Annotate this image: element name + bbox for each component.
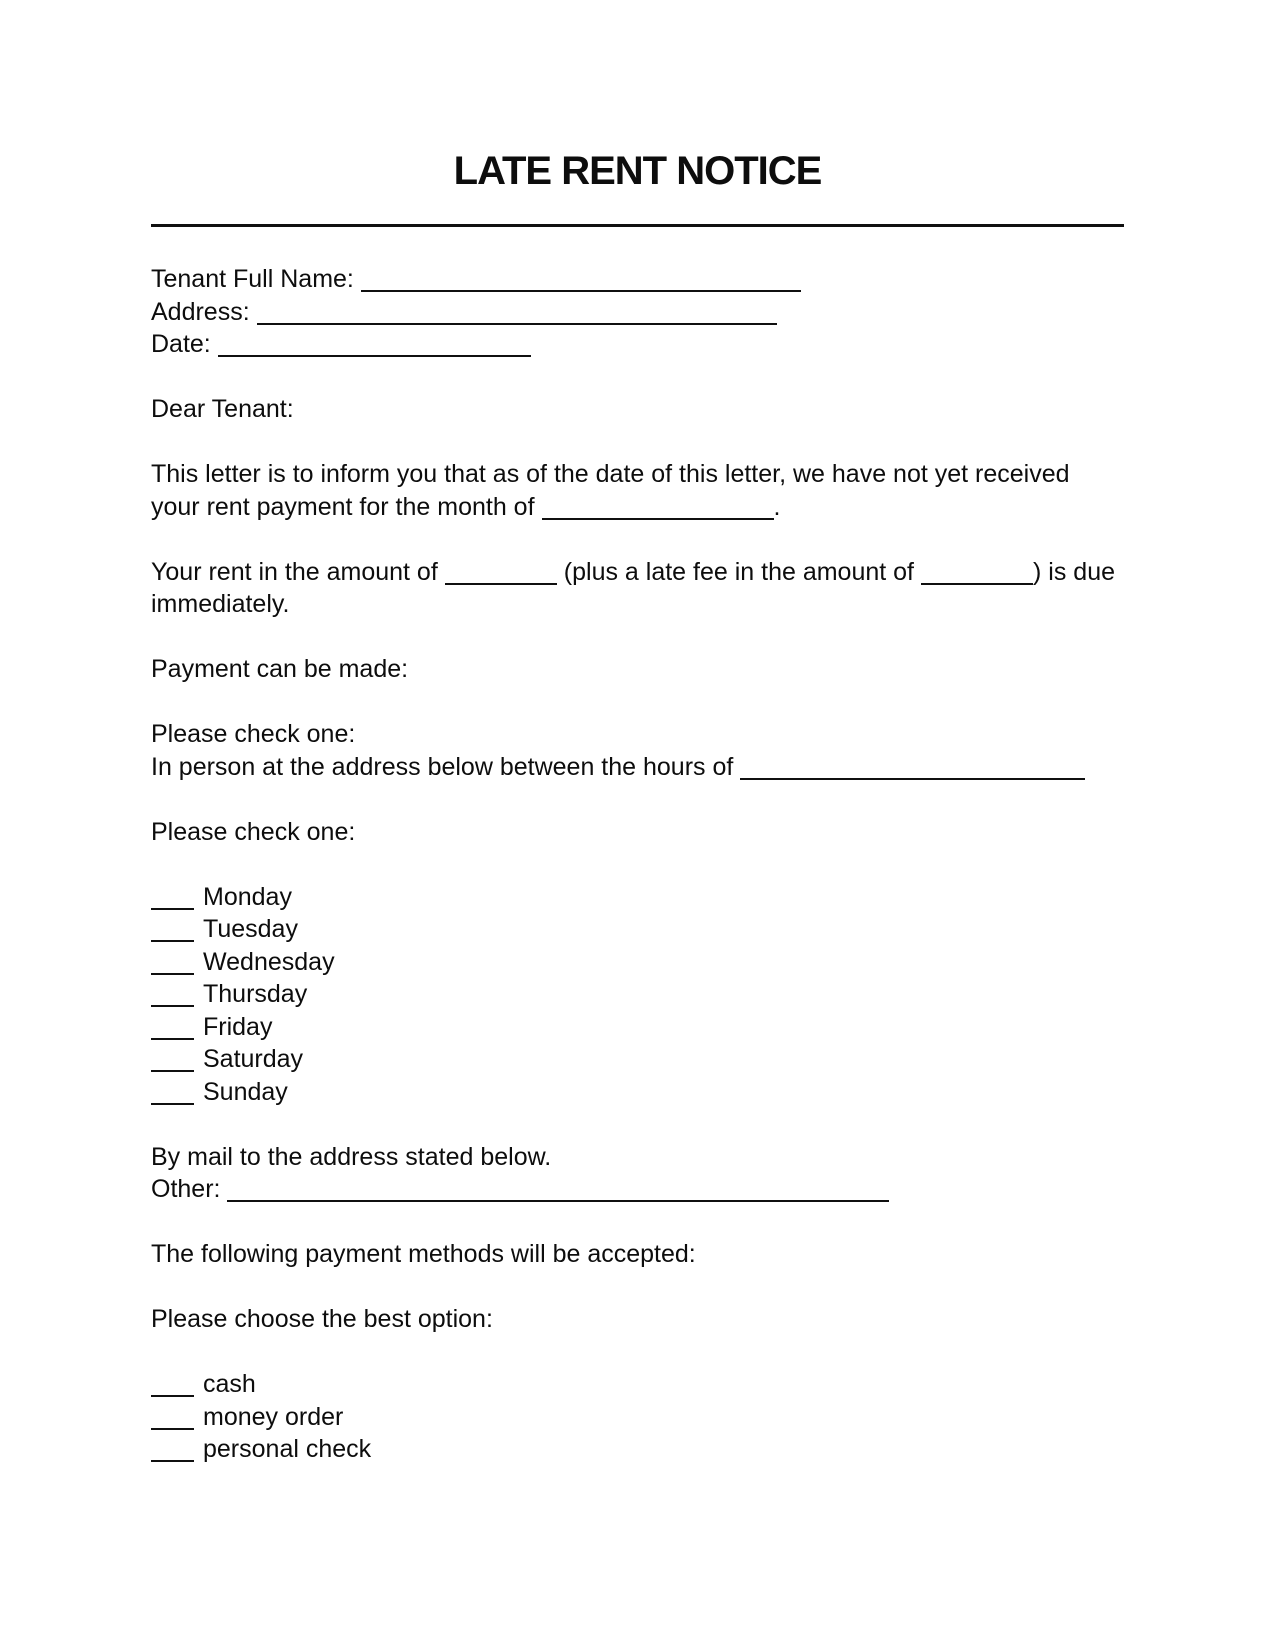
late-fee-text: (plus a late fee in the amount of [563, 557, 915, 586]
other-row [151, 1173, 1124, 1206]
date-row [151, 328, 1124, 361]
address-label: Address: [151, 297, 250, 326]
day-label: Tuesday [203, 915, 298, 943]
salutation: Dear Tenant: [151, 395, 294, 423]
personal-check-check-blank [151, 1460, 194, 1462]
day-row-sunday [151, 1076, 1124, 1109]
date-blank [218, 355, 531, 357]
option-row-money-order [151, 1401, 1124, 1434]
date-label: Date: [151, 330, 211, 358]
days-list [151, 881, 1124, 1109]
day-label: Thursday [203, 980, 308, 1008]
day-label: Monday [203, 882, 292, 911]
check-one-first: Please check one: [151, 720, 356, 748]
tenant-name-blank [361, 290, 801, 292]
tenant-name-row [151, 263, 1124, 296]
choose-heading-block [151, 1303, 1124, 1336]
day-row-saturday [151, 1043, 1124, 1076]
option-row-personal-check [151, 1433, 1124, 1466]
cash-check-blank [151, 1395, 194, 1397]
check-one-second: Please check one: [151, 817, 356, 846]
monday-check-blank [151, 908, 194, 910]
methods-heading-block [151, 1238, 1124, 1271]
day-label: Wednesday [203, 947, 335, 976]
payment-heading: Payment can be made: [151, 655, 409, 683]
amount-paragraph [151, 556, 1124, 621]
hours-blank [740, 778, 1085, 780]
mail-other-block [151, 1141, 1124, 1206]
money-order-check-blank [151, 1428, 194, 1430]
wednesday-check-blank [151, 973, 194, 975]
in-person-text: In person at the address below between the hours of [151, 752, 734, 781]
payment-heading-block [151, 653, 1124, 686]
tenant-name-label: Tenant Full Name: [151, 265, 354, 293]
option-label: personal check [203, 1435, 372, 1463]
friday-check-blank [151, 1038, 194, 1040]
payment-options-list [151, 1368, 1124, 1466]
tuesday-check-blank [151, 940, 194, 942]
day-label: Saturday [203, 1045, 304, 1073]
day-row-monday [151, 881, 1124, 914]
intro-text: This letter is to inform you that as of the date of this letter, we have not yet received your rent payment for the month of [151, 460, 1070, 521]
rent-amount-blank [445, 583, 557, 585]
day-row-wednesday [151, 946, 1124, 979]
amount-closing-text: ) is due immediately. [151, 557, 1115, 618]
address-blank [257, 323, 777, 325]
intro-paragraph [151, 458, 1124, 523]
salutation-block [151, 393, 1124, 426]
methods-heading: The following payment methods will be accepted: [151, 1240, 696, 1268]
address-row [151, 296, 1124, 329]
by-mail-row: By mail to the address stated below. [151, 1142, 552, 1171]
late-fee-blank [921, 583, 1033, 585]
document-title: LATE RENT NOTICE [453, 149, 822, 193]
month-blank [542, 518, 774, 520]
other-label: Other: [151, 1175, 221, 1203]
amount-text: Your rent in the amount of [151, 557, 438, 586]
other-blank [227, 1200, 889, 1202]
option-label: cash [203, 1370, 256, 1398]
thursday-check-blank [151, 1005, 194, 1007]
saturday-check-blank [151, 1070, 194, 1072]
choose-heading: Please choose the best option: [151, 1305, 493, 1333]
title-divider-rule [151, 224, 1124, 227]
option-row-cash [151, 1368, 1124, 1401]
in-person-row [151, 751, 1124, 784]
day-row-tuesday [151, 913, 1124, 946]
day-label: Friday [203, 1012, 273, 1041]
sunday-check-blank [151, 1103, 194, 1105]
day-label: Sunday [203, 1077, 288, 1106]
option-label: money order [203, 1402, 344, 1431]
contact-fields-block [151, 263, 1124, 361]
day-row-friday [151, 1011, 1124, 1044]
check-one-second-block [151, 816, 1124, 849]
intro-period: . [773, 492, 781, 521]
day-row-thursday [151, 978, 1124, 1011]
in-person-block [151, 718, 1124, 783]
